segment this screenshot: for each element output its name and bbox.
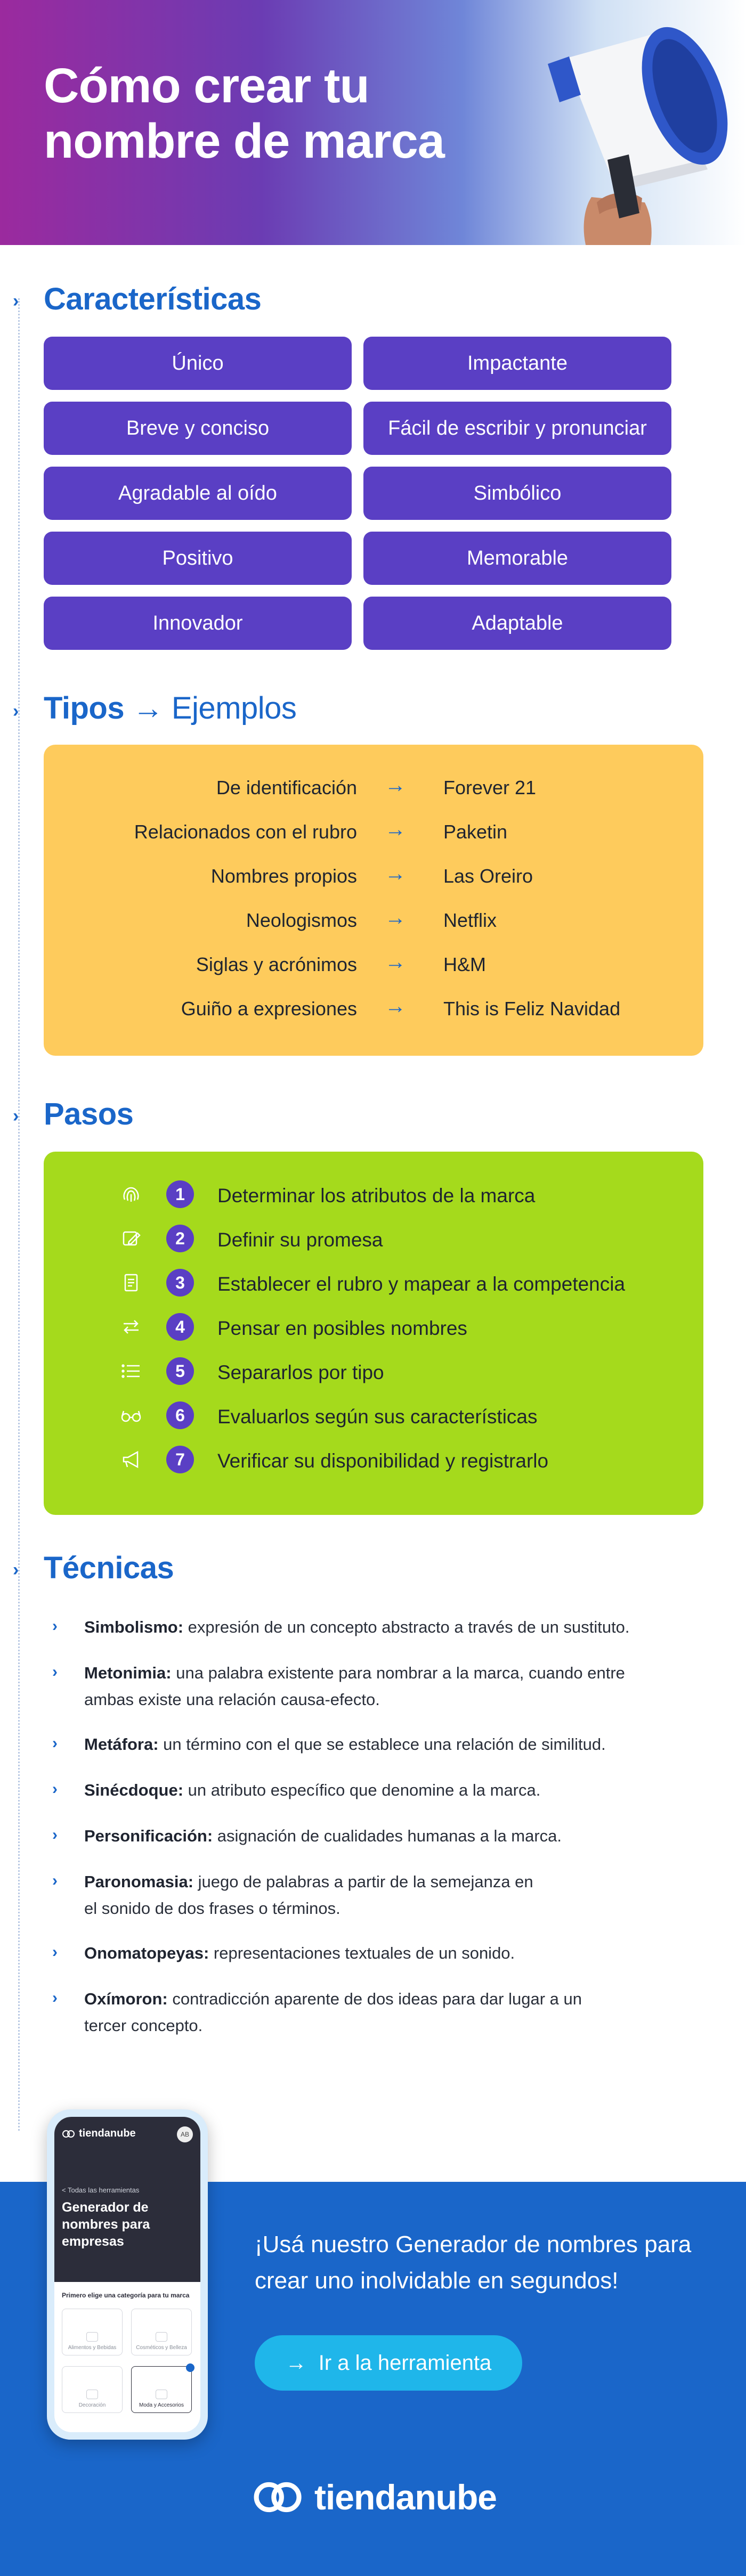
tecnica-desc: expresión de un concepto abstracto a través de un sustituto. [183, 1618, 630, 1636]
back-link[interactable]: < Todas las herramientas [62, 2186, 140, 2194]
arrow-right-icon: → [385, 818, 406, 841]
tipos-title-arrow: → [132, 691, 164, 725]
tecnica-desc: una palabra existente para nombrar a la marca, cuando entre ambas existe una relación causa-efecto. [84, 1664, 625, 1709]
caracteristica-pill: Simbólico [363, 467, 671, 520]
chevron-right-icon: › [13, 291, 19, 311]
avatar[interactable]: AB [177, 2126, 193, 2142]
tecnica-desc: un atributo específico que denomine a la marca. [183, 1781, 541, 1799]
brand-name: tiendanube [314, 2477, 497, 2517]
tipo-row [44, 817, 703, 849]
tecnica-term: Paronomasia: [84, 1872, 194, 1891]
chevron-right-icon: › [52, 1617, 58, 1635]
brand-logo [252, 2472, 497, 2523]
caracteristica-pill: Impactante [363, 337, 671, 390]
category-label: Decoración [78, 2402, 106, 2408]
tipo-row [44, 905, 703, 937]
arrow-right-icon: → [385, 862, 406, 885]
category-label: Cosméticos y Belleza [136, 2345, 187, 2351]
step-text: Definir su promesa [217, 1229, 383, 1251]
section-title-tecnicas: Técnicas [44, 1551, 174, 1585]
phone-logo-text: tiendanube [79, 2127, 136, 2139]
tipo-row [44, 949, 703, 981]
tecnica-desc: un término con el que se establece una relación de similitud. [158, 1735, 606, 1754]
step-number: 7 [166, 1446, 194, 1473]
step-number: 2 [166, 1225, 194, 1252]
swap-arrows-icon [119, 1316, 143, 1338]
pasos-box [44, 1152, 703, 1515]
step-text: Separarlos por tipo [217, 1362, 384, 1383]
tecnica-desc: juego de palabras a partir de la semejanza en el sonido de dos frases o términos. [84, 1872, 533, 1918]
tipo-label: Neologismos [246, 909, 357, 931]
step-text: Pensar en posibles nombres [217, 1317, 467, 1339]
section-title-pasos: Pasos [44, 1097, 134, 1131]
step-text: Verificar su disponibilidad y registrarlo [217, 1450, 549, 1472]
step-text: Establecer el rubro y mapear a la competencia [217, 1273, 626, 1295]
arrow-right-icon: → [385, 994, 406, 1018]
cta-text: ¡Usá nuestro Generador de nombres para crear uno inolvidable en segundos! [255, 2231, 692, 2294]
tecnica-desc: asignación de cualidades humanas a la marca. [213, 1827, 562, 1845]
cta-button-label: Ir a la herramienta [318, 2351, 492, 2375]
tipo-label: Relacionados con el rubro [134, 821, 357, 843]
chevron-right-icon: › [52, 1943, 58, 1961]
tipo-label: Nombres propios [210, 865, 357, 887]
chevron-right-icon: › [13, 1106, 19, 1126]
tipo-example: H&M [443, 953, 486, 975]
paso-row [44, 1399, 703, 1431]
chevron-right-icon: › [52, 1663, 58, 1681]
caracteristica-pill: Breve y conciso [44, 402, 352, 455]
tecnica-term: Onomatopeyas: [84, 1944, 209, 1962]
tipo-example: Forever 21 [443, 777, 537, 798]
category-card-selected[interactable] [131, 2366, 192, 2413]
caracteristica-pill: Agradable al oído [44, 467, 352, 520]
category-card[interactable] [62, 2309, 123, 2355]
check-icon [186, 2363, 194, 2372]
megaphone-icon [119, 1449, 143, 1470]
caracteristica-pill: Innovador [44, 597, 352, 650]
timeline-line [18, 298, 20, 2131]
tipos-title: Tipos [44, 691, 125, 725]
arrow-right-icon: → [385, 906, 406, 930]
list-icon [119, 1360, 143, 1382]
phone-subtitle: Primero elige una categoría para tu marca [62, 2292, 190, 2299]
chevron-right-icon: › [52, 1826, 58, 1844]
cta-button[interactable] [255, 2335, 522, 2391]
category-icon [86, 2332, 98, 2342]
chevron-right-icon: › [52, 1780, 58, 1798]
tecnica-desc: representaciones textuales de un sonido. [209, 1944, 515, 1962]
arrow-right-icon: → [385, 773, 406, 797]
paso-row [44, 1444, 703, 1476]
tecnica-term: Oxímoron: [84, 1990, 168, 2008]
tipo-label: Siglas y acrónimos [196, 953, 357, 975]
tipo-row [44, 772, 703, 804]
category-card[interactable] [62, 2366, 123, 2413]
paso-row [44, 1267, 703, 1299]
step-number: 3 [166, 1269, 194, 1297]
fingerprint-icon [119, 1184, 143, 1205]
section-title-tipos [44, 690, 296, 726]
caracteristica-pill: Adaptable [363, 597, 671, 650]
paso-row [44, 1355, 703, 1387]
caracteristica-pill: Positivo [44, 532, 352, 585]
tecnica-desc: contradicción aparente de dos ideas para dar lugar a un tercer concepto. [84, 1990, 582, 2035]
chevron-right-icon: › [52, 1734, 58, 1752]
hero-banner [0, 0, 746, 245]
phone-title: Generador de nombres para empresas [62, 2200, 150, 2249]
caracteristicas-grid [44, 337, 703, 650]
paso-row [44, 1311, 703, 1343]
cloud-logo-icon [62, 2130, 76, 2138]
tecnica-term: Metonimia: [84, 1664, 172, 1682]
tipo-example: Paketin [443, 821, 508, 843]
phone-logo [62, 2127, 136, 2140]
tipo-example: Netflix [443, 909, 497, 931]
step-number: 1 [166, 1180, 194, 1208]
tecnica-term: Personificación: [84, 1827, 213, 1845]
tecnica-term: Sinécdoque: [84, 1781, 184, 1799]
caracteristica-pill: Único [44, 337, 352, 390]
category-icon [156, 2390, 167, 2399]
section-title-caracteristicas: Características [44, 282, 262, 316]
phone-screen-header [54, 2117, 200, 2282]
phone-screen [54, 2117, 200, 2432]
category-icon [156, 2332, 167, 2342]
cloud-logo-icon [252, 2477, 305, 2517]
megaphone-icon [501, 0, 746, 245]
document-icon [119, 1272, 143, 1293]
step-text: Determinar los atributos de la marca [217, 1185, 536, 1207]
tipo-label: Guiño a expresiones [181, 998, 357, 1020]
paso-row [44, 1222, 703, 1254]
arrow-right-icon: → [385, 950, 406, 974]
tipo-example: Las Oreiro [443, 865, 533, 887]
phone-mockup [47, 2109, 208, 2440]
tipos-box [44, 745, 703, 1056]
chevron-right-icon: › [52, 1872, 58, 1889]
step-text: Evaluarlos según sus características [217, 1406, 538, 1428]
tipo-row [44, 993, 703, 1025]
category-label: Alimentos y Bebidas [68, 2345, 117, 2351]
category-icon [86, 2390, 98, 2399]
tipo-example: This is Feliz Navidad [443, 998, 621, 1020]
paso-row [44, 1178, 703, 1210]
arrow-right-icon: → [285, 2351, 307, 2375]
tecnica-term: Simbolismo: [84, 1618, 184, 1636]
chevron-right-icon: › [13, 701, 19, 721]
chevron-right-icon: › [52, 1989, 58, 2007]
tipos-title-ejemplos: Ejemplos [171, 691, 297, 725]
tipo-row [44, 861, 703, 893]
caracteristica-pill: Fácil de escribir y pronunciar [363, 402, 671, 455]
tecnica-term: Metáfora: [84, 1735, 159, 1754]
category-label: Moda y Accesorios [139, 2402, 184, 2408]
glasses-icon [119, 1405, 143, 1426]
chevron-right-icon: › [13, 1560, 19, 1580]
hero-title: Cómo crear tu nombre de marca [44, 59, 444, 168]
step-number: 4 [166, 1313, 194, 1341]
category-card[interactable] [131, 2309, 192, 2355]
step-number: 6 [166, 1401, 194, 1429]
step-number: 5 [166, 1357, 194, 1385]
tipo-label: De identificación [216, 777, 357, 798]
caracteristica-pill: Memorable [363, 532, 671, 585]
edit-icon [119, 1228, 143, 1249]
